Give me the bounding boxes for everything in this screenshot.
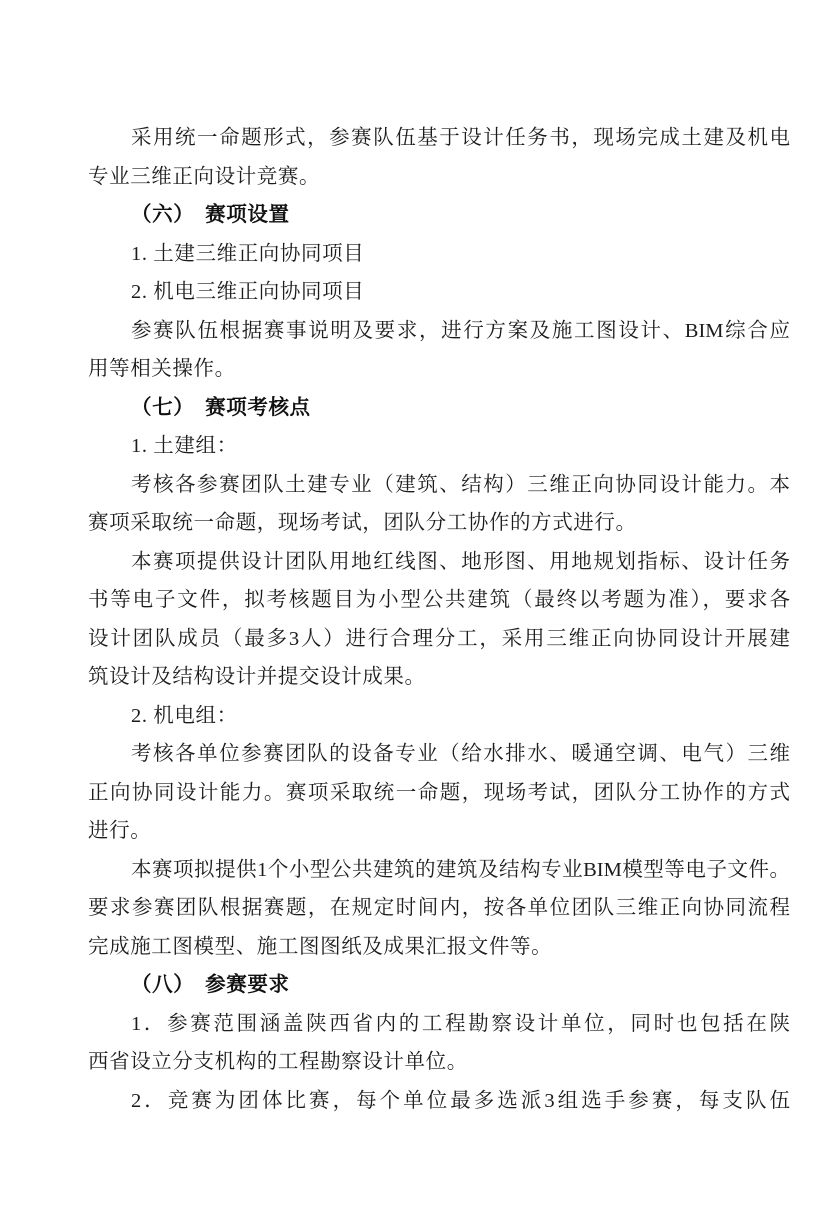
section-heading: （六） 赛项设置 <box>131 203 290 226</box>
body-line: 书等电子文件，拟考核题目为小型公共建筑（最终以考题为准），要求各 <box>88 589 790 611</box>
body-line: 1. 土建组： <box>131 435 238 457</box>
body-line: 考核各单位参赛团队的设备专业（给水排水、暖通空调、电气）三维 <box>131 743 790 765</box>
body-line: 设计团队成员（最多3人）进行合理分工，采用三维正向协同设计开展建 <box>88 627 790 650</box>
body-line: 考核各参赛团队土建专业（建筑、结构）三维正向协同设计能力。本 <box>131 473 790 496</box>
body-line: 专业三维正向设计竞赛。 <box>88 165 321 188</box>
body-line: 1. 土建三维正向协同项目 <box>131 242 365 265</box>
body-line: 本赛项提供设计团队用地红线图、地形图、用地规划指标、设计任务 <box>131 550 790 573</box>
body-line: 要求参赛团队根据赛题，在规定时间内，按各单位团队三维正向协同流程 <box>88 897 790 919</box>
body-line: 参赛队伍根据赛事说明及要求，进行方案及施工图设计、BIM综合应 <box>131 319 790 342</box>
body-line: 1．参赛范围涵盖陕西省内的工程勘察设计单位，同时也包括在陕 <box>131 1012 790 1035</box>
body-line: 本赛项拟提供1个小型公共建筑的建筑及结构专业BIM模型等电子文件。 <box>131 858 790 881</box>
body-line: 西省设立分支机构的工程勘察设计单位。 <box>88 1051 468 1073</box>
body-line: 正向协同设计能力。赛项采取统一命题，现场考试，团队分工协作的方式 <box>88 781 790 804</box>
section-heading: （八） 参赛要求 <box>131 973 290 996</box>
document-body <box>88 119 790 1120</box>
body-line: 2．竞赛为团体比赛，每个单位最多选派3组选手参赛，每支队伍 <box>131 1089 790 1112</box>
body-line: 用等相关操作。 <box>88 358 236 380</box>
body-line: 采用统一命题形式，参赛队伍基于设计任务书，现场完成土建及机电 <box>131 127 790 149</box>
body-line: 2. 机电三维正向协同项目 <box>131 281 365 303</box>
body-line: 2. 机电组： <box>131 704 238 727</box>
body-line: 筑设计及结构设计并提交设计成果。 <box>88 666 426 688</box>
section-heading: （七） 赛项考核点 <box>131 395 311 419</box>
body-line: 赛项采取统一命题，现场考试，团队分工协作的方式进行。 <box>88 512 637 534</box>
body-line: 进行。 <box>88 820 152 842</box>
body-line: 完成施工图模型、施工图图纸及成果汇报文件等。 <box>88 935 553 958</box>
